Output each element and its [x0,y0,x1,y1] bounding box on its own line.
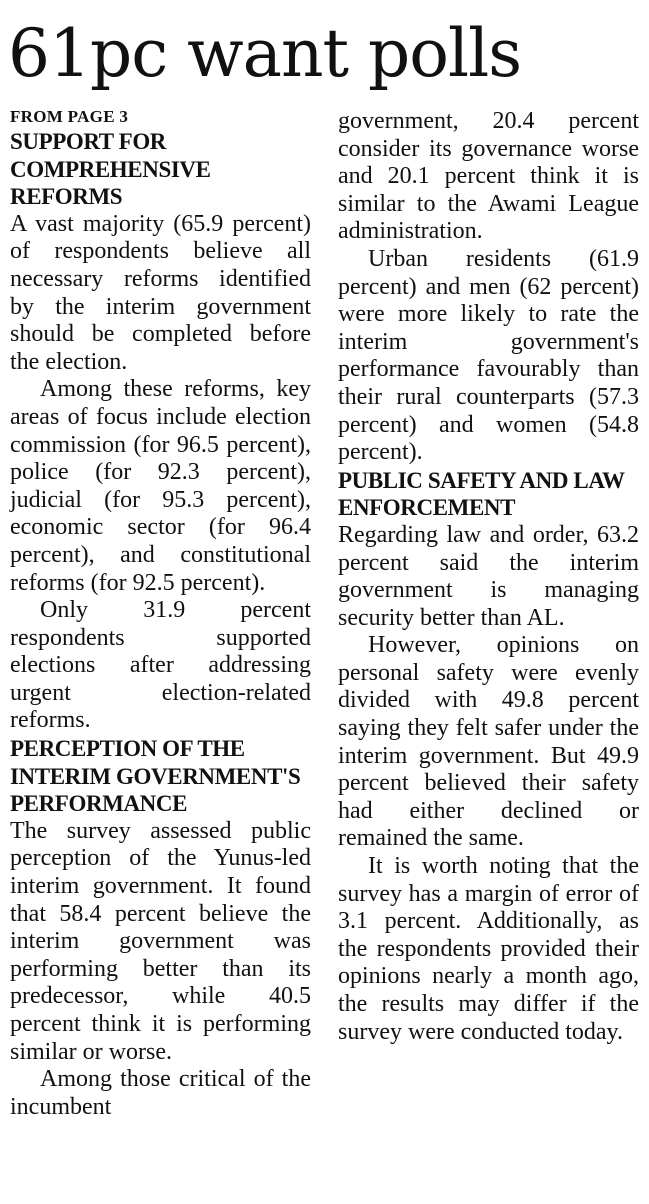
headline: 61pc want polls [8,15,522,92]
paragraph: A vast majority (65.9 percent) of respondents believe all necessary reforms identified by the interim government should be completed before the election. [10,210,311,375]
paragraph: Urban residents (61.9 percent) and men (62 percent) were more likely to rate the interim government's performance favourably than their rural counterparts (57.3 percent) and women (54.8 percent). [338,245,639,466]
paragraph: Regarding law and order, 63.2 percent said the interim government is managing security better than AL. [338,521,639,631]
right-column [338,108,639,1046]
paragraph: Only 31.9 percent respondents supported elections after addressing urgent election-related reforms. [10,597,311,734]
jump-kicker: FROM PAGE 3 [10,107,129,126]
paragraph: Among these reforms, key areas of focus include election commission (for 96.5 percent), police (for 92.3 percent), judicial (for 95.3 percent), economic sector (for 96.4 percent), and constitutional reforms (for 92.5 percent). [10,376,311,596]
paragraph: Among those critical of the incumbent [10,1066,311,1120]
paragraph-continued: government, 20.4 percent consider its governance worse and 20.1 percent think it is similar to the Awami League administration. [338,108,639,245]
paragraph: It is worth noting that the survey has a margin of error of 3.1 percent. Additionally, as the respondents provided their opinions nearly a month ago, the results may differ if the survey were conducted today. [338,853,639,1045]
paragraph: The survey assessed public perception of the Yunus-led interim government. It found that 58.4 percent believe the interim government was performing better than its predecessor, while 40.5 percent think it is performing similar or worse. [10,817,311,1065]
section-heading-reforms: SUPPORT FOR COMPREHENSIVE REFORMS [10,129,211,210]
left-column [10,106,311,1121]
section-heading-perception: PERCEPTION OF THE INTERIM GOVERNMENT'S PERFORMANCE [10,736,301,817]
section-heading-public-safety: PUBLIC SAFETY AND LAW ENFORCEMENT [338,467,625,521]
paragraph: However, opinions on personal safety were evenly divided with 49.8 percent saying they felt safer under the interim government. But 49.9 percent believed their safety had either declined or remained the same. [338,632,639,852]
